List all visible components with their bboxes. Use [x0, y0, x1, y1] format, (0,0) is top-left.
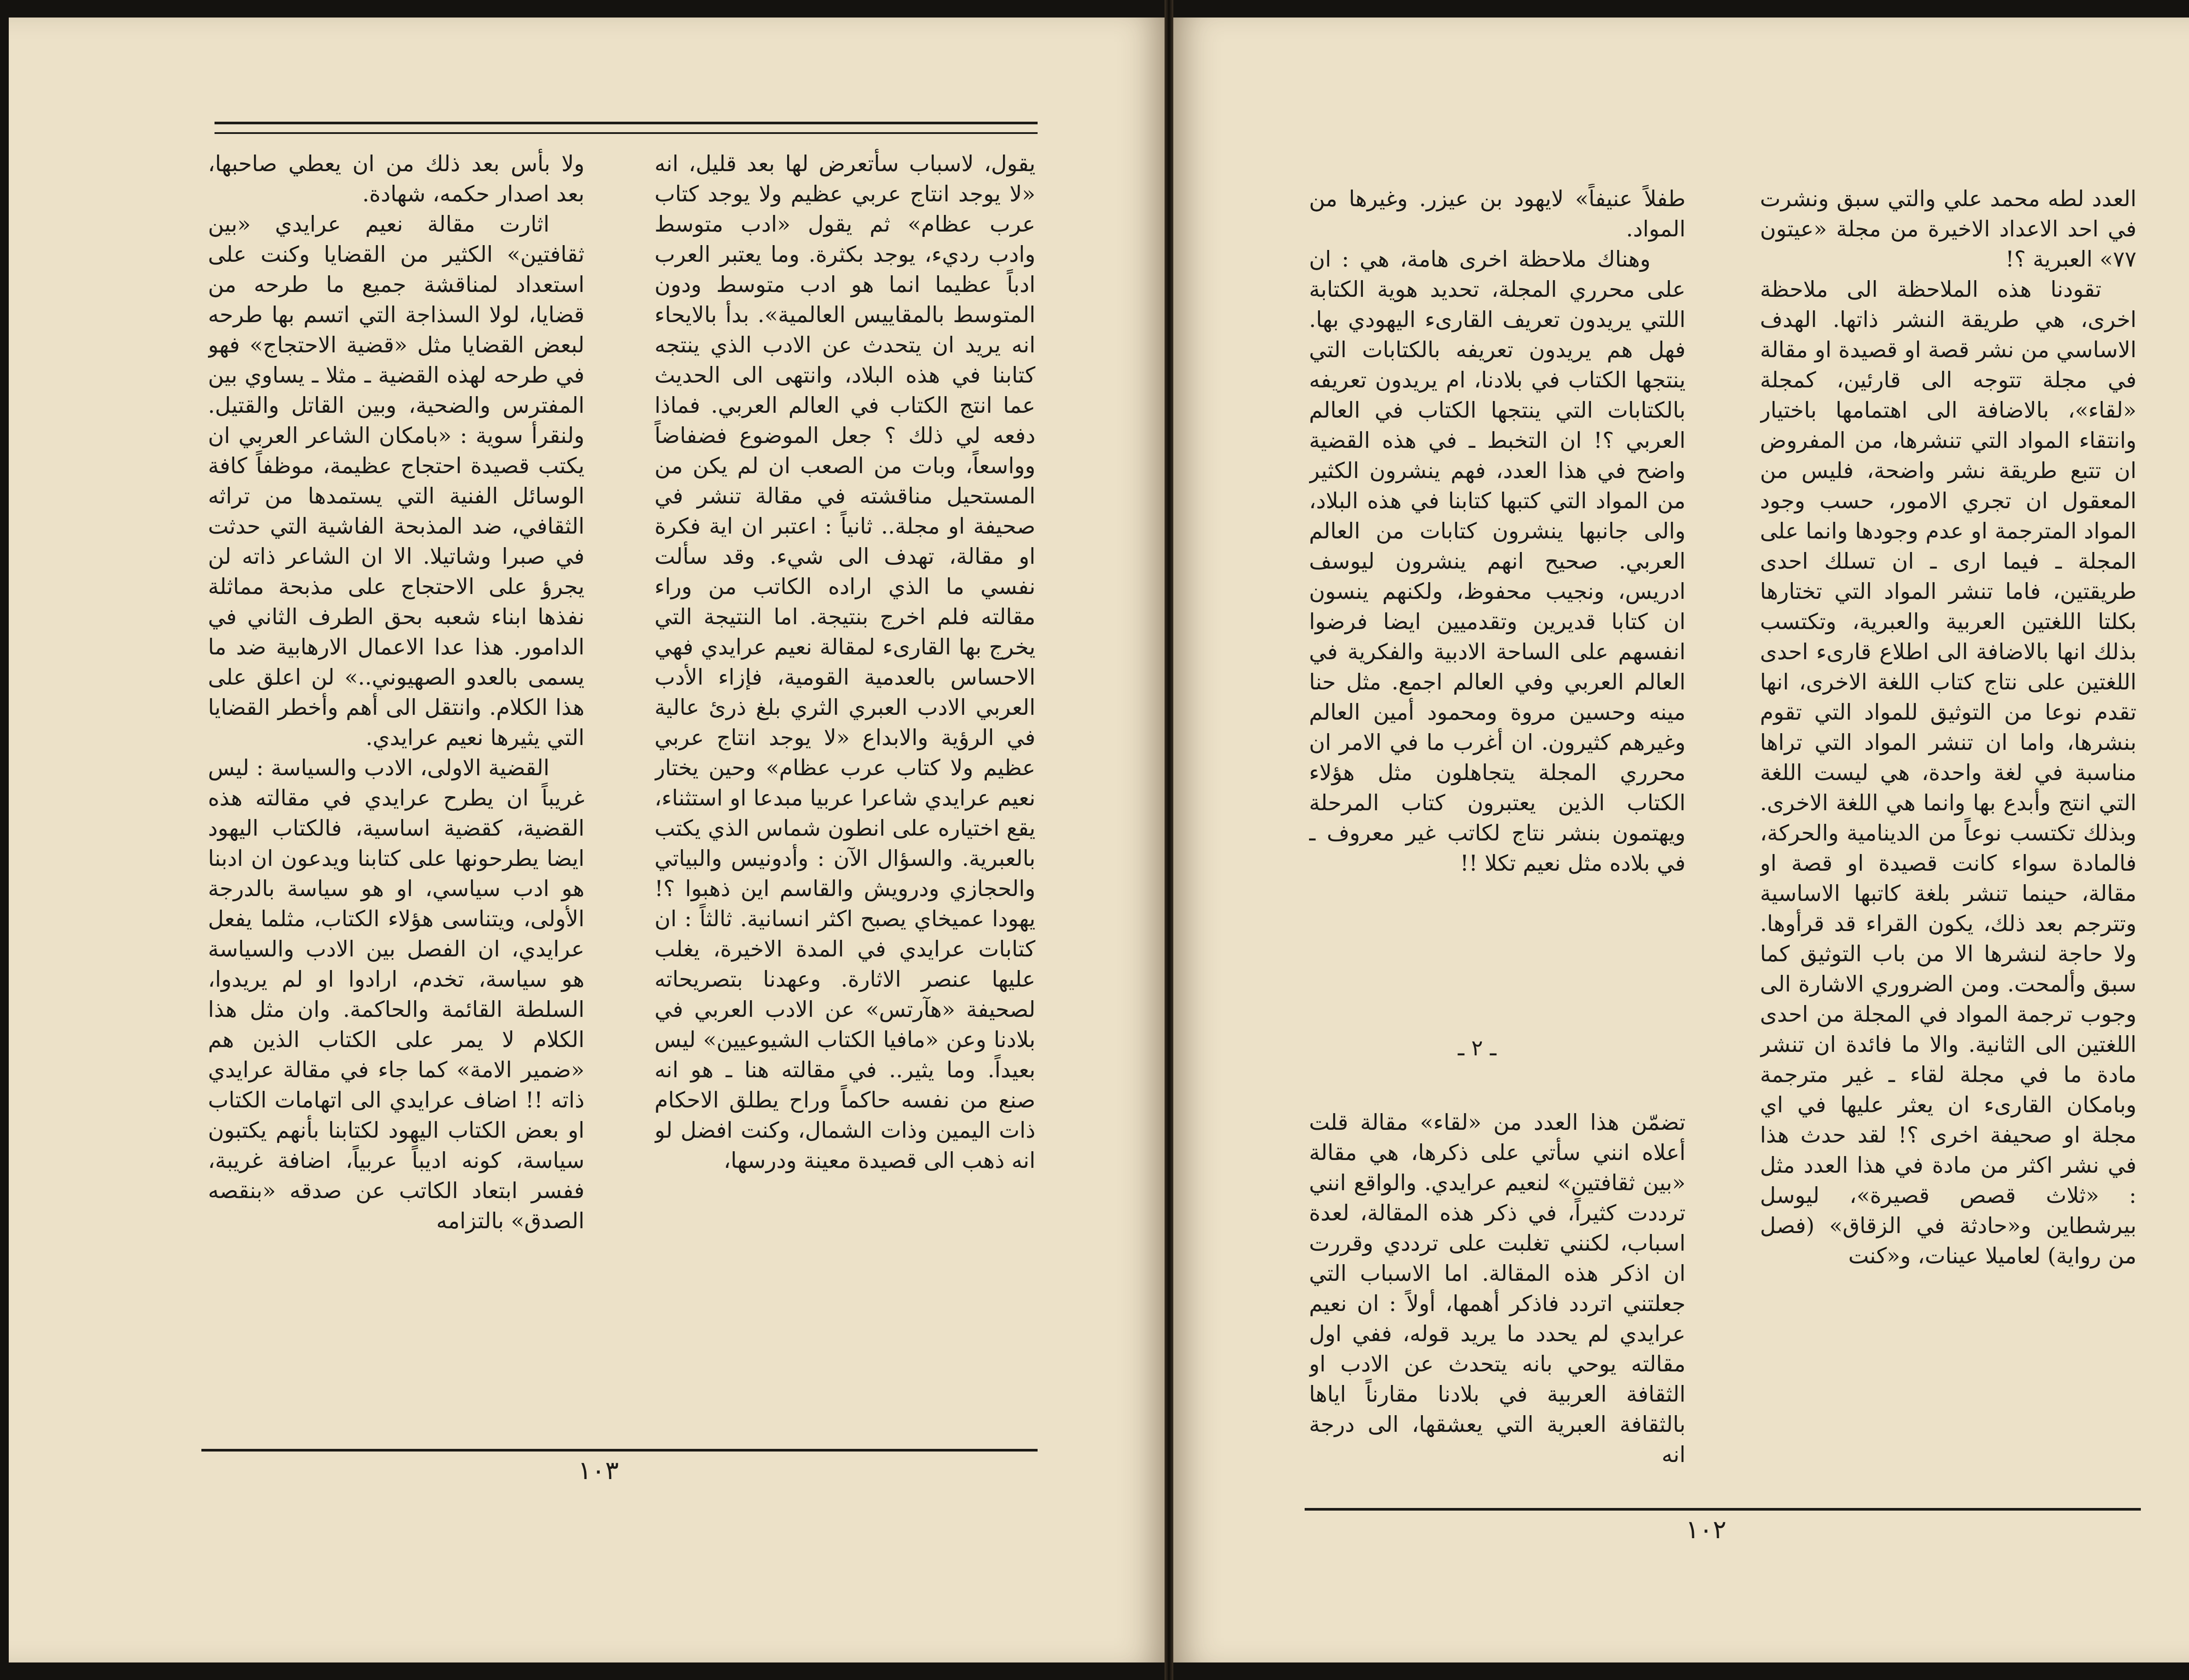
top-rule [215, 122, 1038, 124]
column-rule-top [215, 132, 1038, 134]
paragraph: العدد لطه محمد علي والتي سبق ونشرت في احد الاعداد الاخيرة من مجلة «عيتون ٧٧» العبرية ؟! [1760, 186, 2136, 272]
paragraph: ولا بأس بعد ذلك من ان يعطي صاحبها، بعد اصدار حكمه، شهادة. [208, 151, 584, 207]
paragraph: تضمّن هذا العدد من «لقاء» مقالة قلت أعلاه انني سأتي على ذكرها، هي مقالة «بين ثقافتين» لنعيم عرايدي. والواقع انني ترددت كثيراً، في ذكر هذه المقالة، لعدة اسباب، لكنني تغلبت على ترددي وقررت ان اذكر هذه المقالة. اما الاسباب التي جعلتني اتردد فاذكر أهمها، أولاً : ان نعيم عرايدي لم يحدد ما يريد قوله، ففي اول مقالته يوحي بانه يتحدث عن الادب او الثقافة العربية في بلادنا مقارناً اياها بالثقافة العبرية التي يعشقها، الى درجة انه [1309, 1110, 1686, 1467]
paragraph: القضية الاولى، الادب والسياسة : ليس غريباً ان يطرح عرايدي في مقالته هذه القضية، كقضية اساسية، فالكتاب اليهود ايضا يطرحونها على كتابنا ويدعون ان ادبنا هو ادب سياسي، او هو سياسة بالدرجة الأولى، ويتناسى هؤلاء الكتاب، مثلما يفعل عرايدي، ان الفصل بين الادب والسياسة هو سياسة، تخدم، ارادوا او لم يريدوا، السلطة القائمة والحاكمة. وان مثل هذا الكلام لا يمر على الكتاب الذين هم «ضمير الامة» كما جاء في مقالة عرايدي ذاته !! اضاف عرايدي الى اتهامات الكتاب او بعض الكتاب اليهود لكتابنا بأنهم يكتبون سياسة، كونه اديباً عربياً، اضافة غريبة، ففسر ابتعاد الكاتب عن صدقه «بنقصه الصدق» بالتزامه [208, 755, 584, 1234]
section-number: ـ ٢ ـ [1458, 1035, 1496, 1061]
page-102 [1173, 18, 2189, 1662]
text-column-left [208, 149, 584, 1449]
paragraph: تقودنا هذه الملاحظة الى ملاحظة اخرى، هي طريقة النشر ذاتها. الهدف الاساسي من نشر قصة او قصيدة او مقالة في مجلة تتوجه الى قارئين، كمجلة «لقاء»، بالاضافة الى اهتمامها باختيار وانتقاء المواد التي تنشرها، من المفروض ان تتبع طريقة نشر واضحة، فليس من المعقول ان تجري الامور، حسب وجود المواد المترجمة او عدم وجودها وانما على المجلة ـ فيما ارى ـ ان تسلك احدى طريقتين، فاما تنشر المواد التي تختارها بكلتا اللغتين العربية والعبرية، وتكتسب بذلك انها بالاضافة الى اطلاع قارىء احدى اللغتين على نتاج كتاب اللغة الاخرى، انها تقدم نوعا من التوثيق للمواد التي تقوم بنشرها، واما ان تنشر المواد التي تراها مناسبة في لغة واحدة، هي ليست اللغة التي انتج وأبدع بها وانما هي اللغة الاخرى. وبذلك تكتسب نوعاً من الدينامية والحركة، فالمادة سواء كانت قصيدة او قصة او مقالة، حينما تنشر بلغة كاتبها الاساسية وتترجم بعد ذلك، يكون القراء قد قرأوها. ولا حاجة لنشرها الا من باب التوثيق كما سبق وألمحت. ومن الضروري الاشارة الى وجوب ترجمة المواد في المجلة من احدى اللغتين الى الثانية. والا ما فائدة ان تنشر مادة ما في مجلة لقاء ـ غير مترجمة وبامكان القارىء ان يعثر عليها في اي مجلة او صحيفة اخرى ؟! لقد حدث هذا في نشر اكثر من مادة في هذا العدد مثل : «ثلاث قصص قصيرة»، ليوسل بيرشطاين و«حادثة في الزقاق» (فصل من رواية) لعاميلا عينات، و«كنت [1760, 277, 2136, 1269]
page-number: ١٠٣ [578, 1455, 619, 1485]
text-column-left-bottom [1309, 1107, 1686, 1501]
text-column-left-top [1309, 184, 1686, 1033]
text-column-right [1760, 184, 2136, 1501]
page-number: ١٠٢ [1686, 1515, 1727, 1544]
bottom-rule [1305, 1508, 2141, 1511]
paragraph: يقول، لاسباب سأتعرض لها بعد قليل، انه «لا يوجد انتاج عربي عظيم ولا يوجد كتاب عرب عظام» ثم يقول «ادب متوسط وادب رديء، يوجد بكثرة. وما يعتبر العرب ادباً عظيما انما هو ادب متوسط ودون المتوسط بالمقاييس العالمية». بدأ بالايحاء انه يريد ان يتحدث عن الادب الذي ينتجه كتابنا في هذه البلاد، وانتهى الى الحديث عما انتج الكتاب في العالم العربي. فماذا دفعه لي ذلك ؟ جعل الموضوع فضفاضاً وواسعاً، وبات من الصعب ان لم يكن من المستحيل مناقشته في مقالة تنشر في صحيفة او مجلة.. ثانياً : اعتبر ان اية فكرة او مقالة، تهدف الى شيء. وقد سألت نفسي ما الذي اراده الكاتب من وراء مقالته فلم اخرج بنتيجة. اما النتيجة التي يخرج بها القارىء لمقالة نعيم عرايدي فهي الاحساس بالعدمية القومية، فإزاء الأدب العربي الادب العبري الثري بلغ ذرئ عالية في الرؤية والابداع «لا يوجد انتاج عربي عظيم ولا كتاب عرب عظام» وحين يختار نعيم عرايدي شاعرا عربيا مبدعا او استثناء، يقع اختياره على انطون شماس الذي يكتب بالعبرية. والسؤال الآن : وأدونيس والبياتي والحجازي ودرويش والقاسم اين ذهبوا ؟! يهودا عميخاي يصبح اكثر انسانية. ثالثاً : ان كتابات عرايدي في المدة الاخيرة، يغلب عليها عنصر الاثارة. وعهدنا بتصريحاته لصحيفة «هآرتس» عن الادب العربي في بلادنا وعن «مافيا الكتاب الشيوعيين» ليس بعيداً. وما يثير.. في مقالته هنا ـ هو انه صنع من نفسه حاكماً وراح يطلق الاحكام ذات اليمين وذات الشمال، وكنت افضل لو انه ذهب الى قصيدة معينة ودرسها، [655, 151, 1035, 1173]
bottom-rule [201, 1449, 1038, 1452]
page-103 [9, 18, 1165, 1662]
book-spine [1165, 0, 1173, 1680]
paragraph: وهناك ملاحظة اخرى هامة، هي : ان على محرري المجلة، تحديد هوية الكتابة اللتي يريدون تعريف القارىء اليهودي بها. فهل هم يريدون تعريفه بالكتابات التي ينتجها الكتاب في بلادنا، ام يريدون تعريفه بالكتابات التي ينتجها الكتاب في العالم العربي ؟! ان التخبط ـ في هذه القضية واضح في هذا العدد، فهم ينشرون الكثير من المواد التي كتبها كتابنا في هذه البلاد، والى جانبها ينشرون كتابات من العالم العربي. صحيح انهم ينشرون ليوسف ادريس، ونجيب محفوظ، ولكنهم ينسون ان كتابا قديرين وتقدميين ايضا فرضوا انفسهم على الساحة الادبية والفكرية في العالم العربي وفي العالم اجمع. مثل حنا مينه وحسين مروة ومحمود أمين العالم وغيرهم كثيرون. ان أغرب ما في الامر ان محرري المجلة يتجاهلون مثل هؤلاء الكتاب الذين يعتبرون كتاب المرحلة ويهتمون بنشر نتاج لكاتب غير معروف ـ في بلاده مثل نعيم تكلا !! [1309, 246, 1686, 876]
text-column-right [655, 149, 1035, 1449]
paragraph: اثارت مقالة نعيم عرايدي «بين ثقافتين» الكثير من القضايا وكنت على استعداد لمناقشة جميع ما طرحه من قضايا، لولا السذاجة التي اتسم بها طرحه لبعض القضايا مثل «قضية الاحتجاج» فهو في طرحه لهذه القضية ـ مثلا ـ يساوي بين المفترس والضحية، وبين القاتل والقتيل. ولنقرأ سوية : «بامكان الشاعر العربي ان يكتب قصيدة احتجاج عظيمة، موظفاً كافة الوسائل الفنية التي يستمدها من تراثه الثقافي، ضد المذبحة الفاشية التي حدثت في صبرا وشاتيلا. الا ان الشاعر ذاته لن يجرؤ على الاحتجاج على مذبحة مماثلة نفذها ابناء شعبه بحق الطرف الثاني في الدامور. هذا عدا الاعمال الارهابية ضد ما يسمى بالعدو الصهيوني..» لن اعلق على هذا الكلام. وانتقل الى أهم وأخطر القضايا التي يثيرها نعيم عرايدي. [208, 211, 584, 750]
paragraph: طفلاً عنيفاً» لايهود بن عيزر. وغيرها من المواد. [1309, 186, 1686, 242]
